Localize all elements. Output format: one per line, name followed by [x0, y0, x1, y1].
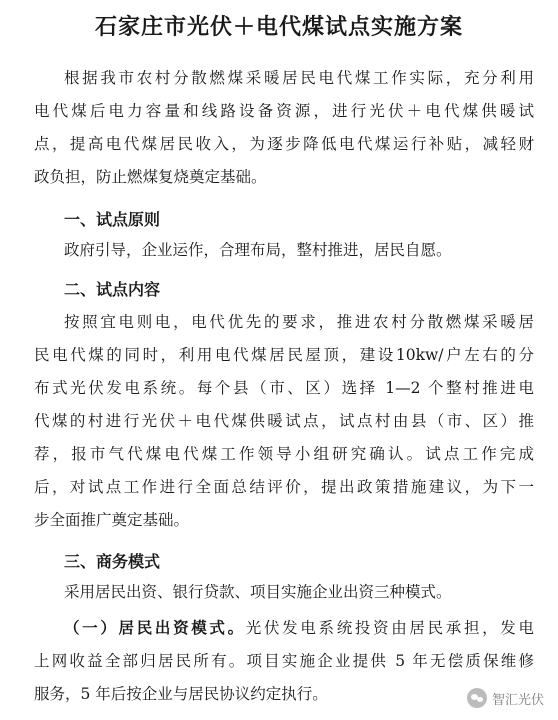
watermark — [467, 688, 544, 708]
paragraph-line: 根据我市农村分散燃煤采暖居民电代煤工作实际，充分利用 — [64, 69, 534, 87]
wechat-icon — [467, 688, 487, 708]
section-heading: 一、试点原则 — [64, 210, 161, 229]
section-heading: 三、商务模式 — [64, 552, 161, 571]
paragraph-line — [64, 618, 534, 638]
paragraph-line: 按照宜电则电，电代优先的要求，推进农村分散燃煤采暖居 — [64, 313, 534, 331]
paragraph-line: 服务，5 年后按企业与居民协议约定执行。 — [34, 685, 328, 703]
watermark-text: 智汇光伏 — [491, 692, 544, 708]
document-title: 石家庄市光伏＋电代煤试点实施方案 — [94, 14, 463, 40]
paragraph-line: 步全面推广奠定基础。 — [34, 511, 190, 529]
paragraph-line: 采用居民出资、银行贷款、项目实施企业出资三种模式。 — [64, 583, 452, 601]
paragraph-line: 电代煤后电力容量和线路设备资源，进行光伏＋电代煤供暖试 — [34, 102, 534, 120]
paragraph-line: 民电代煤的同时，利用电代煤居民屋顶，建设10kw/户左右的分 — [34, 346, 534, 364]
paragraph-line: 上网收益全部归居民所有。项目实施企业提供 5 年无偿质保维修 — [34, 652, 534, 670]
subsection-label: （一）居民出资模式。 — [64, 619, 246, 637]
paragraph-line: 政负担，防止燃煤复烧奠定基础。 — [34, 168, 267, 186]
subsection-text: 光伏发电系统投资由居民承担，发电 — [245, 619, 534, 637]
paragraph-line: 荐，报市气代煤电代煤工作领导小组研究确认。试点工作完成 — [34, 445, 534, 463]
paragraph-line: 政府引导，企业运作，合理布局，整村推进，居民自愿。 — [64, 241, 452, 259]
paragraph-line: 代煤的村进行光伏＋电代煤供暖试点，试点村由县（市、区）推 — [34, 412, 534, 430]
paragraph-line: 点，提高电代煤居民收入，为逐步降低电代煤运行补贴，减轻财 — [34, 135, 534, 153]
section-heading: 二、试点内容 — [64, 280, 161, 299]
paragraph-line: 后，对试点工作进行全面总结评价，提出政策措施建议，为下一 — [34, 478, 534, 496]
paragraph-line: 布式光伏发电系统。每个县（市、区）选择 1—2 个整村推进电 — [34, 379, 534, 397]
